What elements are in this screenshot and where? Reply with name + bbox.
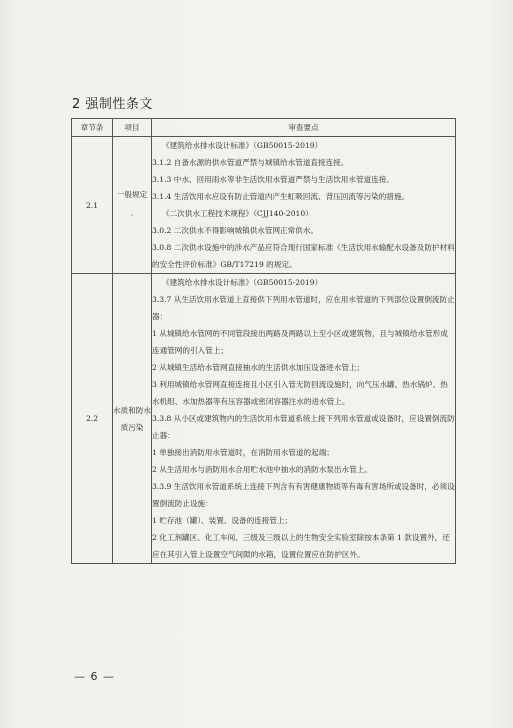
clause-line: 2 化工剂罐区、化工车间、三级及三级以上的生物安全实验室除按本条第 1 款设置外，还应在其引入管上设置空气间隙的水箱，设置位置应在防护区外。 xyxy=(152,533,450,559)
row-mark: · xyxy=(130,211,134,220)
clause-line: 1 贮存池（罐）、装置、设备的连接管上； xyxy=(152,516,293,525)
clause-line: 2 从生活用水与消防用水合用贮水池中抽水的消防水泵出水管上。 xyxy=(152,465,372,474)
header-key-points: 审查要点 xyxy=(152,119,456,137)
clause-line: 1 从城镇给水管网的不同管段接出两路及两路以上至小区或建筑物，且与城镇给水管形成连通管网的引入管上； xyxy=(152,329,448,355)
clause-line: 3.3.8 从小区或建筑物内的生活饮用水管道系统上接下列用水管道或设备时，应设置倒流防止器： xyxy=(152,414,455,440)
clause-line: 3.3.7 从生活饮用水管道上直接供下列用水管道时，应在用水管道的下列部位设置倒流防止器： xyxy=(152,295,455,321)
row-item-label: 一般规定 xyxy=(116,190,148,199)
table-header-row xyxy=(72,119,456,137)
clause-line: 1 单独接出消防用水管道时，在消防用水管道的起端； xyxy=(152,448,334,457)
header-chapter: 章节条 xyxy=(72,119,113,137)
clause-line: 3 利用城镇给水管网直接连接且小区引入管无防回流设施时，向气压水罐、热水锅炉、热水机组、水加热器等有压容器或密闭容器注水的进水管上。 xyxy=(152,380,448,406)
table-row xyxy=(72,274,456,564)
clause-line: 3.3.9 生活饮用水管道系统上连接下列含有有害健康物质等有毒有害场所或设备时，必须设置倒流防止设施： xyxy=(152,482,455,508)
clause-line: 3.1.3 中水、回用雨水等非生活饮用水管道严禁与生活饮用水管道连接。 xyxy=(152,175,394,184)
row-number: 2.1 xyxy=(72,137,113,274)
header-item: 项目 xyxy=(113,119,152,137)
row-item xyxy=(113,274,152,564)
standard-title: 《二次供水工程技术规程》（CJJ140-2010） xyxy=(162,209,313,218)
clause-line: 3.1.4 生活饮用水应设有防止管道内产生虹吸回流、背压回流等污染的措施。 xyxy=(152,192,410,201)
review-table xyxy=(71,118,456,564)
row-key-points xyxy=(152,137,456,274)
page-number: — 6 — xyxy=(74,670,115,683)
clause-line: 3.0.8 二次供水设施中的涉水产品应符合现行国家标准《生活饮用水输配水设备及防护材料的安全性评价标准》GB/T17219 的规定。 xyxy=(152,243,455,269)
standard-title: 《建筑给水排水设计标准》（GB50015-2019） xyxy=(162,278,323,287)
row-item xyxy=(113,137,152,274)
clause-line: 3.0.2 二次供水不得影响城镇供水管网正常供水。 xyxy=(152,226,319,235)
standard-title: 《建筑给水排水设计标准》（GB50015-2019） xyxy=(162,141,323,150)
row-key-points xyxy=(152,274,456,564)
section-title: 2 强制性条文 xyxy=(72,97,153,112)
row-item-label: 水质和防水质污染 xyxy=(113,405,151,432)
table-row xyxy=(72,137,456,274)
clause-line: 2 从城镇生活给水管网直接抽水的生活供水加压设备进水管上； xyxy=(152,363,365,372)
row-number: 2.2 xyxy=(72,274,113,564)
clause-line: 3.1.2 自备水源的供水管道严禁与城镇给水管道直接连接。 xyxy=(152,158,349,167)
